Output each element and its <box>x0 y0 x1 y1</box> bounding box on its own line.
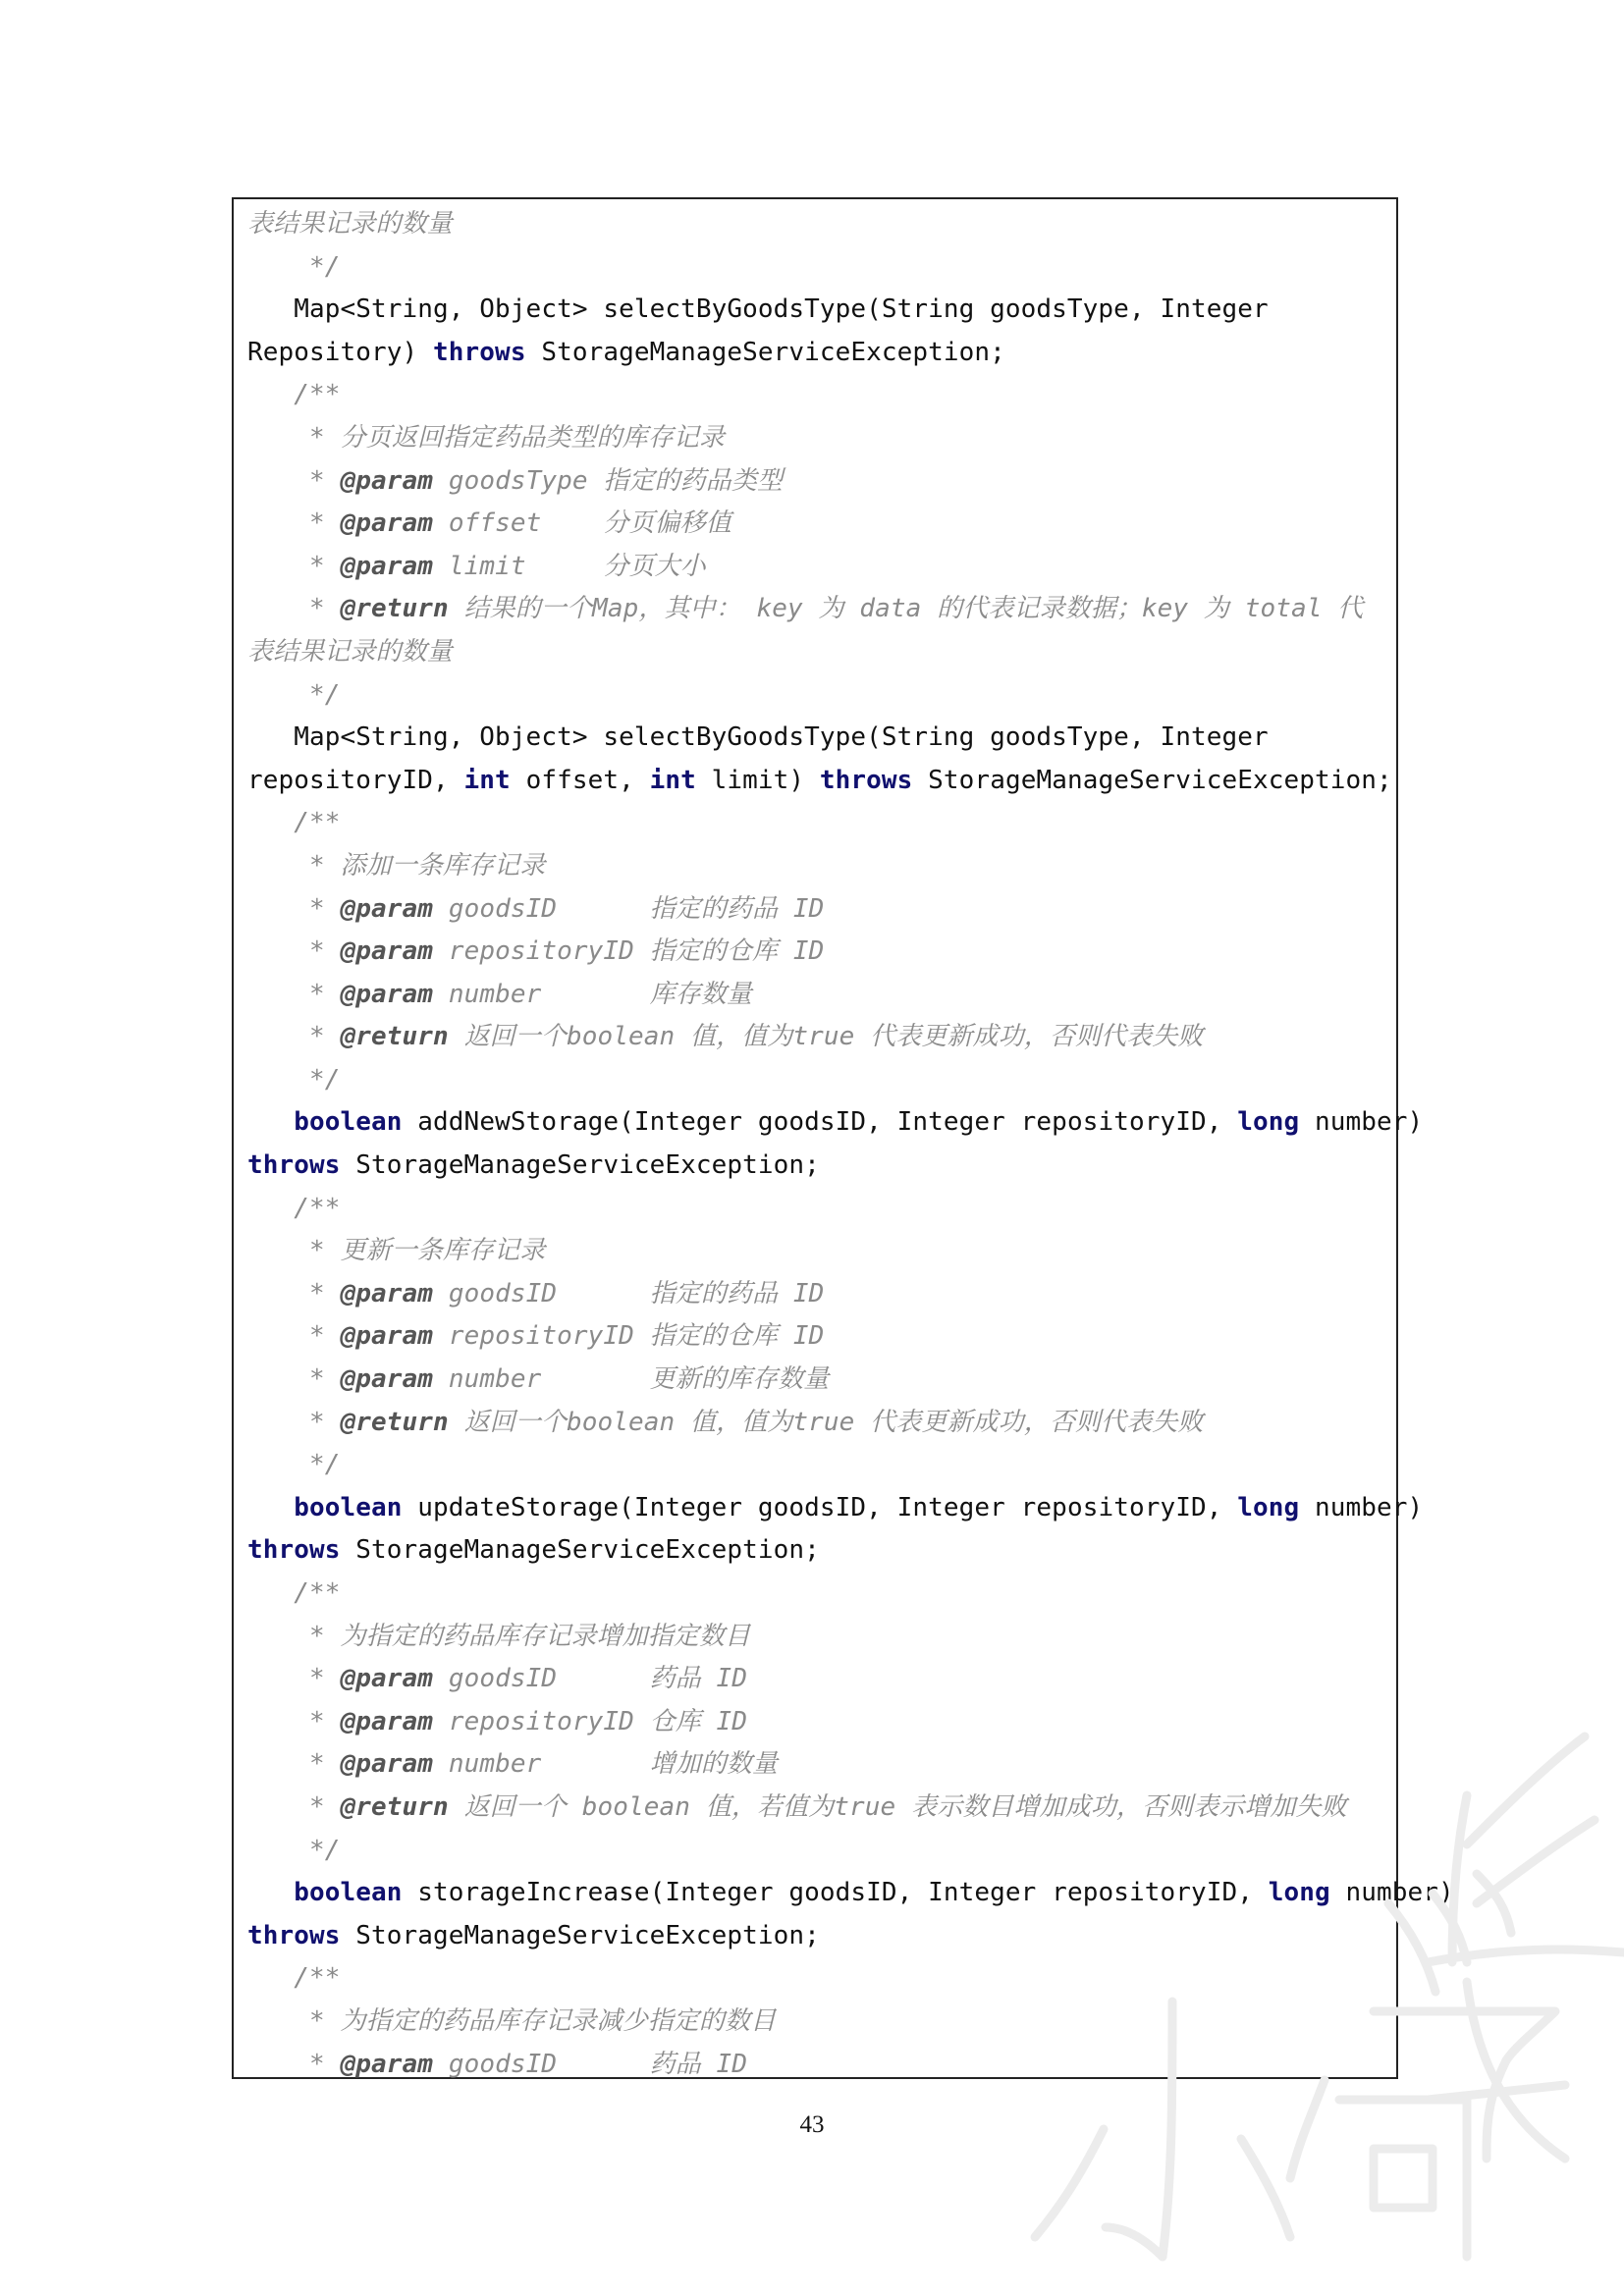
javadoc-tag: @param <box>340 936 434 967</box>
code-comment: /** <box>247 808 341 838</box>
javadoc-tag: @param <box>340 1321 434 1352</box>
code-comment: * <box>247 551 341 581</box>
code-line <box>247 203 1386 246</box>
code-line <box>247 2044 1386 2087</box>
code-comment: offset 分页偏移值 <box>433 508 731 539</box>
code-comment: * <box>247 893 341 924</box>
code-comment: * 分页返回指定药品类型的库存记录 <box>247 422 726 453</box>
code-comment: /** <box>247 1578 341 1608</box>
code-line <box>247 1616 1386 1659</box>
code-comment: * 为指定的药品库存记录减少指定的数目 <box>247 2005 777 2036</box>
javadoc-tag: @return <box>340 1407 449 1437</box>
code-comment: * <box>247 936 341 967</box>
code-line <box>247 1915 1386 1958</box>
code-text <box>247 1107 294 1137</box>
code-line <box>247 1315 1386 1359</box>
code-comment: number 库存数量 <box>433 979 753 1009</box>
code-line <box>247 1359 1386 1402</box>
code-text: StorageManageServiceException; <box>525 337 1005 367</box>
code-listing-box <box>232 197 1454 2079</box>
code-line <box>247 802 1386 845</box>
code-text: storageIncrease(Integer goodsID, Integer repositoryID, <box>402 1878 1269 1908</box>
code-text: number) <box>1299 1492 1424 1522</box>
code-comment: 返回一个boolean 值，值为true 代表更新成功，否则代表失败 <box>448 1022 1204 1052</box>
code-keyword: boolean <box>294 1107 403 1138</box>
code-line <box>247 1487 1424 1530</box>
code-comment: * <box>247 508 341 539</box>
code-text <box>247 1493 294 1522</box>
code-comment: goodsID 指定的药品 ID <box>433 893 825 924</box>
code-comment: * <box>247 1791 341 1822</box>
code-text: StorageManageServiceException; <box>912 765 1392 795</box>
code-keyword: boolean <box>294 1878 403 1908</box>
code-line <box>247 631 1386 674</box>
code-text: offset, <box>510 765 650 795</box>
code-comment: * <box>247 1022 341 1052</box>
code-line <box>247 1145 1386 1188</box>
code-keyword: long <box>1268 1878 1330 1908</box>
code-line <box>247 332 1386 375</box>
javadoc-tag: @param <box>340 465 434 496</box>
code-lines <box>247 203 1454 2086</box>
code-text: number) <box>1299 1107 1424 1138</box>
code-keyword: long <box>1237 1107 1300 1138</box>
code-comment: */ <box>247 1835 341 1865</box>
code-comment: * <box>247 1278 341 1308</box>
code-line <box>247 546 1386 589</box>
code-line <box>247 289 1386 332</box>
code-line <box>247 717 1386 760</box>
code-comment: * <box>247 465 341 496</box>
code-line <box>247 503 1386 546</box>
javadoc-tag: @param <box>340 2049 434 2079</box>
code-keyword: throws <box>247 1920 341 1950</box>
code-comment: * 添加一条库存记录 <box>247 850 546 881</box>
code-keyword: boolean <box>294 1492 403 1522</box>
code-comment: /** <box>247 1963 341 1994</box>
code-keyword: throws <box>247 1150 341 1181</box>
code-line <box>247 674 1386 718</box>
code-text: addNewStorage(Integer goodsID, Integer repositoryID, <box>402 1107 1238 1138</box>
code-keyword: throws <box>247 1535 341 1566</box>
code-comment: /** <box>247 380 341 410</box>
javadoc-tag: @param <box>340 551 434 581</box>
code-text: Map<String, Object> selectByGoodsType(String goodsType, Integer <box>247 294 1269 325</box>
code-comment: goodsType 指定的药品类型 <box>433 465 784 496</box>
code-line <box>247 246 1386 290</box>
code-comment: /** <box>247 1193 341 1223</box>
code-line <box>247 374 1386 417</box>
code-keyword: throws <box>819 765 913 795</box>
code-text: limit) <box>695 765 820 795</box>
code-comment: * <box>247 1749 341 1780</box>
code-line <box>247 1444 1386 1487</box>
code-line <box>247 1787 1386 1830</box>
code-line <box>247 1658 1386 1701</box>
code-comment: goodsID 药品 ID <box>433 1664 748 1694</box>
code-comment: 表结果记录的数量 <box>247 209 453 239</box>
code-comment: repositoryID 仓库 ID <box>433 1706 748 1736</box>
code-comment: 返回一个boolean 值，值为true 代表更新成功，否则代表失败 <box>448 1407 1204 1437</box>
code-line <box>247 588 1386 631</box>
code-comment: * <box>247 1364 341 1395</box>
javadoc-tag: @param <box>340 508 434 539</box>
code-line <box>247 1573 1386 1616</box>
javadoc-tag: @param <box>340 1706 434 1736</box>
code-line <box>247 417 1386 460</box>
code-line <box>247 1872 1454 1915</box>
code-comment: goodsID 药品 ID <box>433 2049 748 2079</box>
code-comment: goodsID 指定的药品 ID <box>433 1278 825 1308</box>
code-line <box>247 1273 1386 1316</box>
code-text <box>247 1878 294 1907</box>
javadoc-tag: @param <box>340 1749 434 1780</box>
code-comment: number 更新的库存数量 <box>433 1364 830 1395</box>
javadoc-tag: @return <box>340 594 449 624</box>
code-text: StorageManageServiceException; <box>340 1535 820 1566</box>
code-comment: * <box>247 1321 341 1352</box>
code-line <box>247 888 1386 932</box>
code-line <box>247 2001 1386 2044</box>
code-comment: number 增加的数量 <box>433 1749 779 1780</box>
code-text: repositoryID, <box>247 765 464 795</box>
code-text: number) <box>1329 1878 1454 1908</box>
code-line <box>247 1743 1386 1787</box>
code-line <box>247 1830 1386 1873</box>
code-comment: repositoryID 指定的仓库 ID <box>433 1321 825 1352</box>
code-line <box>247 1701 1386 1744</box>
code-keyword: throws <box>433 337 526 367</box>
code-comment: limit 分页大小 <box>433 551 706 581</box>
code-comment: repositoryID 指定的仓库 ID <box>433 936 825 967</box>
javadoc-tag: @param <box>340 1278 434 1308</box>
javadoc-tag: @param <box>340 893 434 924</box>
code-line <box>247 1059 1386 1102</box>
javadoc-tag: @return <box>340 1022 449 1052</box>
code-comment: * <box>247 1706 341 1736</box>
code-comment: * <box>247 1664 341 1694</box>
code-comment: * <box>247 2049 341 2079</box>
code-line <box>247 760 1392 803</box>
code-text: StorageManageServiceException; <box>340 1920 820 1950</box>
code-line <box>247 931 1386 974</box>
code-line <box>247 1957 1386 2001</box>
javadoc-tag: @param <box>340 1664 434 1694</box>
code-line <box>247 1188 1386 1231</box>
code-keyword: long <box>1237 1492 1300 1522</box>
code-comment: 结果的一个Map，其中： key 为 data 的代表记录数据；key 为 total 代 <box>448 594 1364 624</box>
code-keyword: int <box>649 765 696 795</box>
javadoc-tag: @param <box>340 1364 434 1395</box>
code-line <box>247 974 1386 1017</box>
code-comment: */ <box>247 679 341 710</box>
code-comment: */ <box>247 1450 341 1480</box>
code-text: updateStorage(Integer goodsID, Integer repositoryID, <box>402 1492 1238 1522</box>
javadoc-tag: @param <box>340 979 434 1009</box>
code-text: StorageManageServiceException; <box>340 1150 820 1181</box>
code-line <box>247 1101 1424 1145</box>
code-text: Repository) <box>247 337 434 367</box>
code-comment: */ <box>247 1064 341 1095</box>
code-line <box>247 460 1386 504</box>
code-line <box>247 845 1386 888</box>
code-comment: * <box>247 594 341 624</box>
code-comment: */ <box>247 251 341 282</box>
code-line <box>247 1529 1386 1573</box>
code-comment: * <box>247 1407 341 1437</box>
javadoc-tag: @return <box>340 1791 449 1822</box>
code-line <box>247 1230 1386 1273</box>
code-text: Map<String, Object> selectByGoodsType(String goodsType, Integer <box>247 722 1269 753</box>
code-comment: * 为指定的药品库存记录增加指定数目 <box>247 1621 751 1651</box>
code-comment: * 更新一条库存记录 <box>247 1236 546 1266</box>
code-comment: * <box>247 979 341 1009</box>
code-comment: 表结果记录的数量 <box>247 636 453 667</box>
code-line <box>247 1016 1386 1059</box>
code-line <box>247 1402 1386 1445</box>
code-comment: 返回一个 boolean 值，若值为true 表示数目增加成功，否则表示增加失败 <box>448 1791 1347 1822</box>
page-number: 43 <box>799 2111 825 2138</box>
code-keyword: int <box>463 765 511 795</box>
